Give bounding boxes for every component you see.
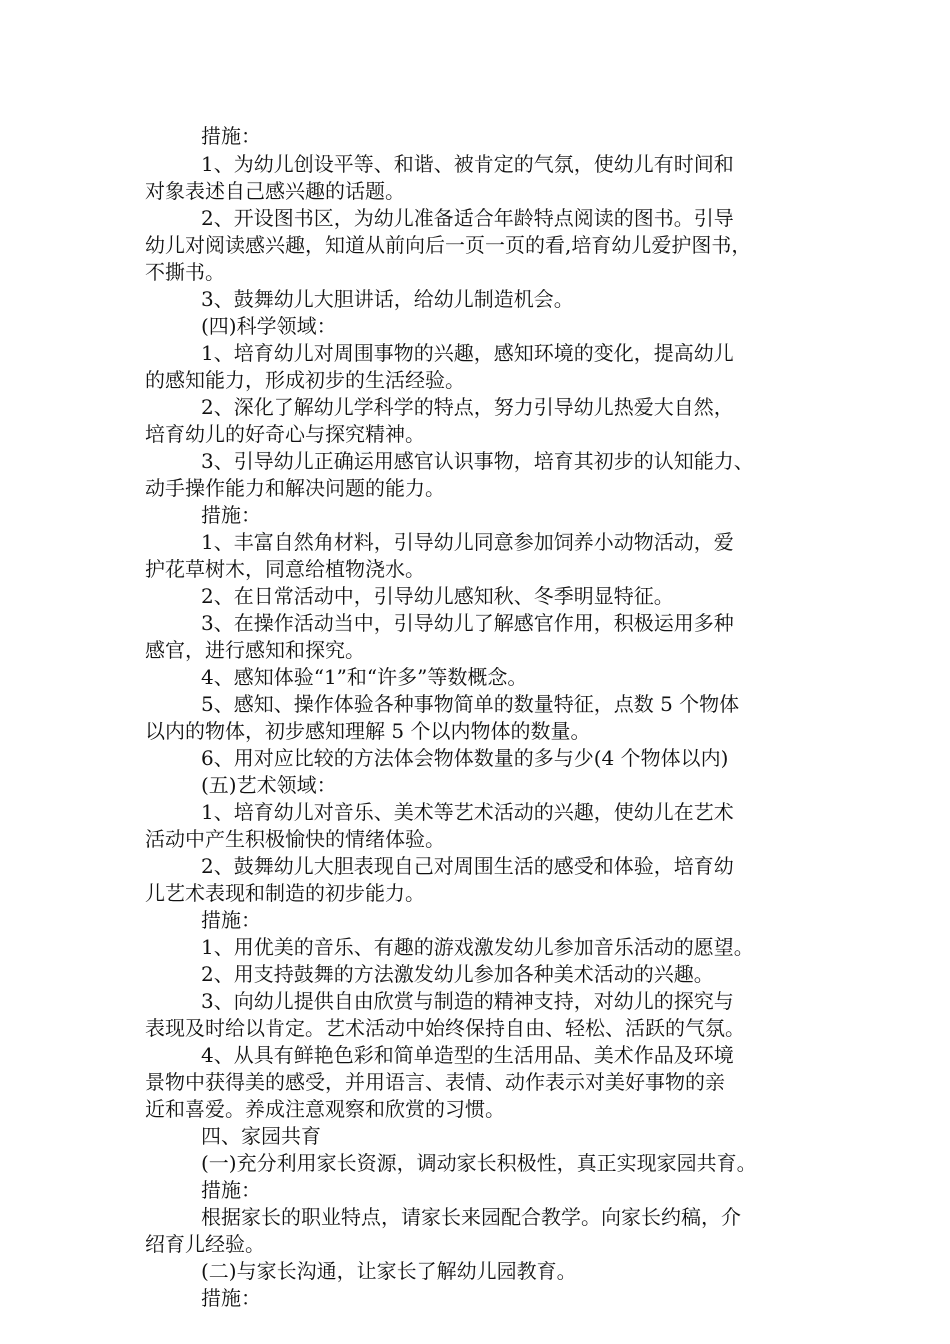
text-line: 6、用对应比较的方法体会物体数量的多与少(4 个物体以内)	[201, 746, 729, 770]
text-line: 儿艺术表现和制造的初步能力。	[145, 881, 425, 905]
text-line: 动手操作能力和解决问题的能力。	[145, 476, 445, 500]
text-line: 的感知能力，形成初步的生活经验。	[145, 368, 465, 392]
text-line: 1、用优美的音乐、有趣的游戏激发幼儿参加音乐活动的愿望。	[201, 935, 754, 959]
text-line: 2、在日常活动中，引导幼儿感知秋、冬季明显特征。	[201, 584, 674, 608]
text-line: (一)充分利用家长资源，调动家长积极性，真正实现家园共育。	[201, 1151, 757, 1175]
text-line: 1、丰富自然角材料，引导幼儿同意参加饲养小动物活动，爱	[201, 530, 734, 554]
text-line: 2、开设图书区，为幼儿准备适合年龄特点阅读的图书。引导	[201, 206, 734, 230]
text-line: 4、从具有鲜艳色彩和简单造型的生活用品、美术作品及环境	[201, 1043, 734, 1067]
text-line: (二)与家长沟通，让家长了解幼儿园教育。	[201, 1259, 577, 1283]
text-line: 景物中获得美的感受，并用语言、表情、动作表示对美好事物的亲	[145, 1070, 725, 1094]
text-line: 3、鼓舞幼儿大胆讲话，给幼儿制造机会。	[201, 287, 574, 311]
text-line: 护花草树木，同意给植物浇水。	[145, 557, 425, 581]
text-line: 2、深化了解幼儿学科学的特点，努力引导幼儿热爱大自然，	[201, 395, 734, 419]
text-line: 2、鼓舞幼儿大胆表现自己对周围生活的感受和体验，培育幼	[201, 854, 734, 878]
text-line: 活动中产生积极愉快的情绪体验。	[145, 827, 445, 851]
text-line: 近和喜爱。养成注意观察和欣赏的习惯。	[145, 1097, 505, 1121]
text-line: 表现及时给以肯定。艺术活动中始终保持自由、轻松、活跃的气氛。	[145, 1016, 745, 1040]
text-line: 1、培育幼儿对周围事物的兴趣，感知环境的变化，提高幼儿	[201, 341, 734, 365]
text-line: 3、在操作活动当中，引导幼儿了解感官作用，积极运用多种	[201, 611, 734, 635]
text-line: 措施：	[201, 124, 261, 148]
text-line: 培育幼儿的好奇心与探究精神。	[145, 422, 425, 446]
text-line: 措施：	[201, 1286, 261, 1310]
text-line: 5、感知、操作体验各种事物简单的数量特征，点数 5 个物体	[201, 692, 740, 716]
section-heading: (四)科学领域：	[201, 314, 337, 338]
text-line: 措施：	[201, 908, 261, 932]
text-line: 绍育儿经验。	[145, 1232, 265, 1256]
section-heading: 四、家园共育	[201, 1124, 321, 1148]
text-line: 措施：	[201, 503, 261, 527]
text-line: 1、培育幼儿对音乐、美术等艺术活动的兴趣，使幼儿在艺术	[201, 800, 734, 824]
text-line: 4、感知体验“1”和“许多”等数概念。	[201, 665, 528, 689]
text-line: 1、为幼儿创设平等、和谐、被肯定的气氛，使幼儿有时间和	[201, 152, 734, 176]
text-line: 3、向幼儿提供自由欣赏与制造的精神支持，对幼儿的探究与	[201, 989, 734, 1013]
text-line: 幼儿对阅读感兴趣，知道从前向后一页一页的看,培育幼儿爱护图书，	[145, 233, 752, 257]
text-line: 对象表述自己感兴趣的话题。	[145, 179, 405, 203]
text-line: 以内的物体，初步感知理解 5 个以内物体的数量。	[145, 719, 591, 743]
text-line: 根据家长的职业特点，请家长来园配合教学。向家长约稿，介	[201, 1205, 741, 1229]
section-heading: (五)艺术领域：	[201, 773, 337, 797]
text-line: 措施：	[201, 1178, 261, 1202]
text-line: 不撕书。	[145, 260, 225, 284]
text-line: 感官，进行感知和探究。	[145, 638, 365, 662]
text-line: 3、引导幼儿正确运用感官认识事物，培育其初步的认知能力、	[201, 449, 754, 473]
text-line: 2、用支持鼓舞的方法激发幼儿参加各种美术活动的兴趣。	[201, 962, 714, 986]
